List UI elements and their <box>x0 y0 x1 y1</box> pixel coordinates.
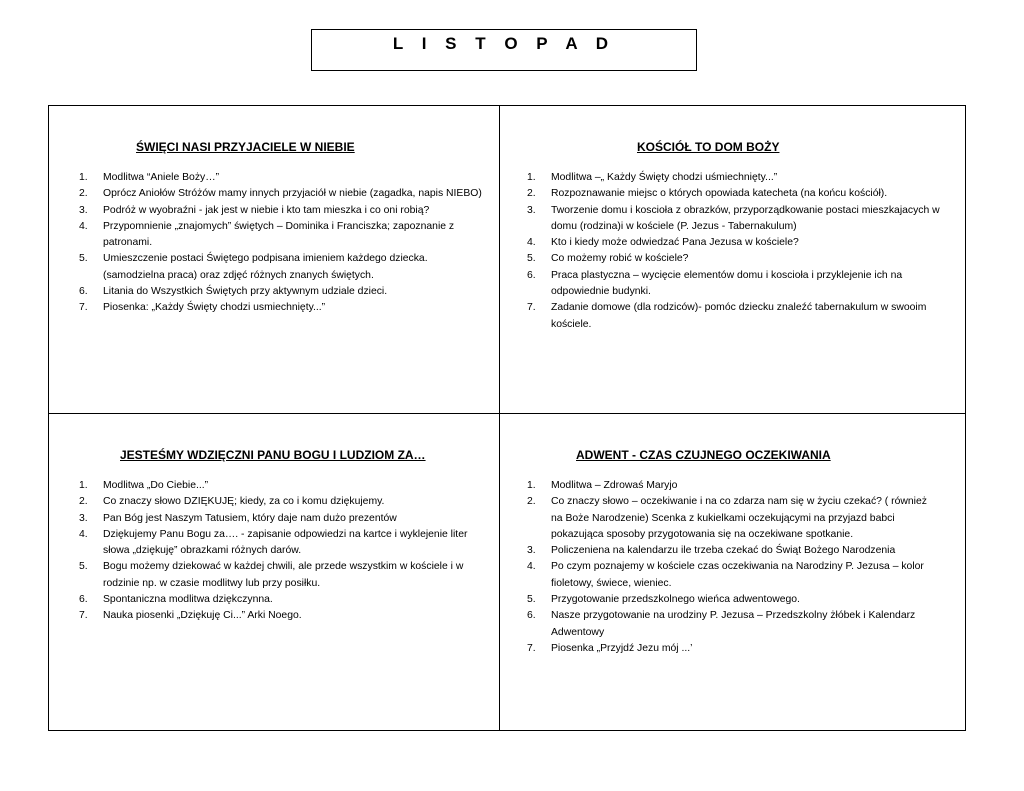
section-heading: JESTEŚMY WDZIĘCZNI PANU BOGU I LUDZIOM ZA… <box>120 448 426 462</box>
list-item <box>79 203 491 219</box>
section-item-list <box>527 170 955 333</box>
item-text: Po czym poznajemy w kościele czas oczekiwania na Narodziny P. Jezusa – kolor fioletowy, świece, wieniec. <box>551 561 924 589</box>
list-item <box>79 300 491 316</box>
item-number: 7. <box>79 610 88 622</box>
item-text: Tworzenie domu i koscioła z obrazków, przyporządkowanie postaci mieszkajacych w domu (rodzina)i w kościele (P. Jezus - Tabernakulum) <box>551 204 940 232</box>
item-text: Przygotowanie przedszkolnego wieńca adwentowego. <box>551 594 800 606</box>
list-item <box>527 592 937 608</box>
list-item <box>79 608 491 624</box>
item-text: Spontaniczna modlitwa dziękczynna. <box>103 594 273 606</box>
item-number: 4. <box>527 237 536 249</box>
item-text: Przypomnienie „znajomych” świętych – Dominika i Franciszka; zapoznanie z patronami. <box>103 220 455 249</box>
item-text: Dziękujemy Panu Bogu za…. - zapisanie odpowiedzi na kartce i wyklejenie liter słowa „dziękuję” obrazkami różnych darów. <box>103 528 468 557</box>
item-text: Pan Bóg jest Naszym Tatusiem, który daje nam dużo prezentów <box>103 512 397 524</box>
item-number: 3. <box>527 545 536 557</box>
section-church <box>500 106 966 413</box>
item-number: 6. <box>527 269 536 281</box>
list-item <box>79 559 491 592</box>
list-item <box>527 186 955 202</box>
list-item <box>79 592 491 608</box>
item-text: Modlitwa „Do Ciebie...” <box>103 480 209 491</box>
list-item <box>79 251 491 284</box>
topics-grid <box>48 105 966 731</box>
item-text: Policzeniena na kalendarzu ile trzeba czekać do Świąt Bożego Narodzenia <box>551 545 896 557</box>
item-text: Modlitwa – Zdrowaś Maryjo <box>551 480 678 491</box>
section-item-list <box>79 478 491 625</box>
item-number: 6. <box>79 594 88 606</box>
list-item <box>527 300 955 333</box>
item-text: Co znaczy słowo DZIĘKUJĘ; kiedy, za co i komu dziękujemy. <box>103 496 385 508</box>
item-number: 6. <box>79 286 88 298</box>
list-item <box>527 235 955 251</box>
item-number: 5. <box>79 561 88 573</box>
section-advent <box>500 414 966 731</box>
list-item <box>527 641 937 657</box>
item-text: Litania do Wszystkich Świętych przy aktywnym udziale dzieci. <box>103 286 388 298</box>
list-item <box>79 511 491 527</box>
item-number: 3. <box>79 204 88 216</box>
list-item <box>79 494 491 510</box>
item-number: 5. <box>527 594 536 606</box>
item-number: 4. <box>527 561 536 573</box>
item-number: 4. <box>79 220 88 232</box>
item-number: 1. <box>527 172 536 183</box>
list-item <box>527 494 937 543</box>
item-number: 1. <box>527 480 536 491</box>
item-text: Modlitwa “Aniele Boży…” <box>103 172 220 183</box>
item-number: 4. <box>79 528 88 540</box>
item-number: 6. <box>527 610 536 622</box>
section-saints <box>49 106 499 413</box>
item-number: 2. <box>527 496 536 508</box>
item-number: 2. <box>79 188 88 200</box>
list-item <box>79 186 491 202</box>
item-number: 1. <box>79 480 88 491</box>
list-item <box>79 527 491 560</box>
item-number: 3. <box>527 204 536 216</box>
item-text: Praca plastyczna – wycięcie elementów domu i koscioła i przyklejenie ich na odpowiednie budynki. <box>551 269 903 298</box>
title-box <box>311 29 697 71</box>
item-text: Kto i kiedy może odwiedzać Pana Jezusa w kościele? <box>551 237 799 249</box>
item-text: Zadanie domowe (dla rodziców)- pomóc dziecku znaleźć tabernakulum w swooim kościele. <box>551 302 927 330</box>
list-item <box>527 268 955 301</box>
item-text: Umieszczenie postaci Świętego podpisana imieniem każdego dziecka. (samodzielna praca) oraz zdjęć różnych znanych świętych. <box>103 253 428 281</box>
item-text: Piosenka „Przyjdź Jezu mój ...’ <box>551 642 693 654</box>
item-text: Co znaczy słowo – oczekiwanie i na co zdarza nam się w życiu czekać? ( również na Boże Narodzenie) Scenka z kukielkami oczekującymi na przyjazd babci pokazująca sposoby przygotowania się na oczekiwane spotkanie. <box>551 496 927 540</box>
list-item <box>79 478 491 494</box>
item-number: 1. <box>79 172 88 183</box>
item-text: Nauka piosenki „Dziękuję Ci...” Arki Noego. <box>103 610 302 622</box>
list-item <box>527 251 955 267</box>
item-text: Podróż w wyobraźni - jak jest w niebie i kto tam mieszka i co oni robią? <box>103 204 430 216</box>
section-item-list <box>527 478 937 657</box>
item-number: 5. <box>79 253 88 265</box>
list-item <box>527 170 955 186</box>
item-text: Nasze przygotowanie na urodziny P. Jezusa – Przedszkolny żłóbek i Kalendarz Adwentowy <box>551 610 916 638</box>
list-item <box>79 170 491 186</box>
page-title: L I S T O P A D <box>392 34 616 53</box>
list-item <box>527 203 955 236</box>
item-text: Piosenka: „Każdy Święty chodzi usmiechnięty...” <box>103 302 326 314</box>
item-number: 3. <box>79 512 88 524</box>
section-heading: ŚWIĘCI NASI PRZYJACIELE W NIEBIE <box>136 140 355 154</box>
list-item <box>79 219 491 252</box>
item-text: Oprócz Aniołów Stróżów mamy innych przyjaciół w niebie (zagadka, napis NIEBO) <box>103 188 482 200</box>
section-item-list <box>79 170 491 317</box>
list-item <box>527 608 937 641</box>
section-heading: KOŚCIÓŁ TO DOM BOŻY <box>637 140 780 154</box>
item-number: 2. <box>527 188 536 200</box>
list-item <box>527 559 937 592</box>
item-text: Rozpoznawanie miejsc o których opowiada katecheta (na końcu kościół). <box>551 188 888 200</box>
item-number: 7. <box>527 302 536 314</box>
list-item <box>527 543 937 559</box>
item-number: 2. <box>79 496 88 508</box>
item-number: 7. <box>79 302 88 314</box>
section-heading: ADWENT - CZAS CZUJNEGO OCZEKIWANIA <box>576 448 831 462</box>
item-text: Modlitwa –„ Każdy Święty chodzi uśmiechnięty...” <box>551 172 778 183</box>
item-text: Bogu możemy dziekować w każdej chwili, ale przede wszystkim w kościele i w rodzinie np. w czasie modlitwy lub przy posiłku. <box>103 561 464 589</box>
item-text: Co możemy robić w kościele? <box>551 253 689 265</box>
list-item <box>79 284 491 300</box>
list-item <box>527 478 937 494</box>
item-number: 7. <box>527 642 536 654</box>
item-number: 5. <box>527 253 536 265</box>
section-gratitude <box>49 414 499 731</box>
